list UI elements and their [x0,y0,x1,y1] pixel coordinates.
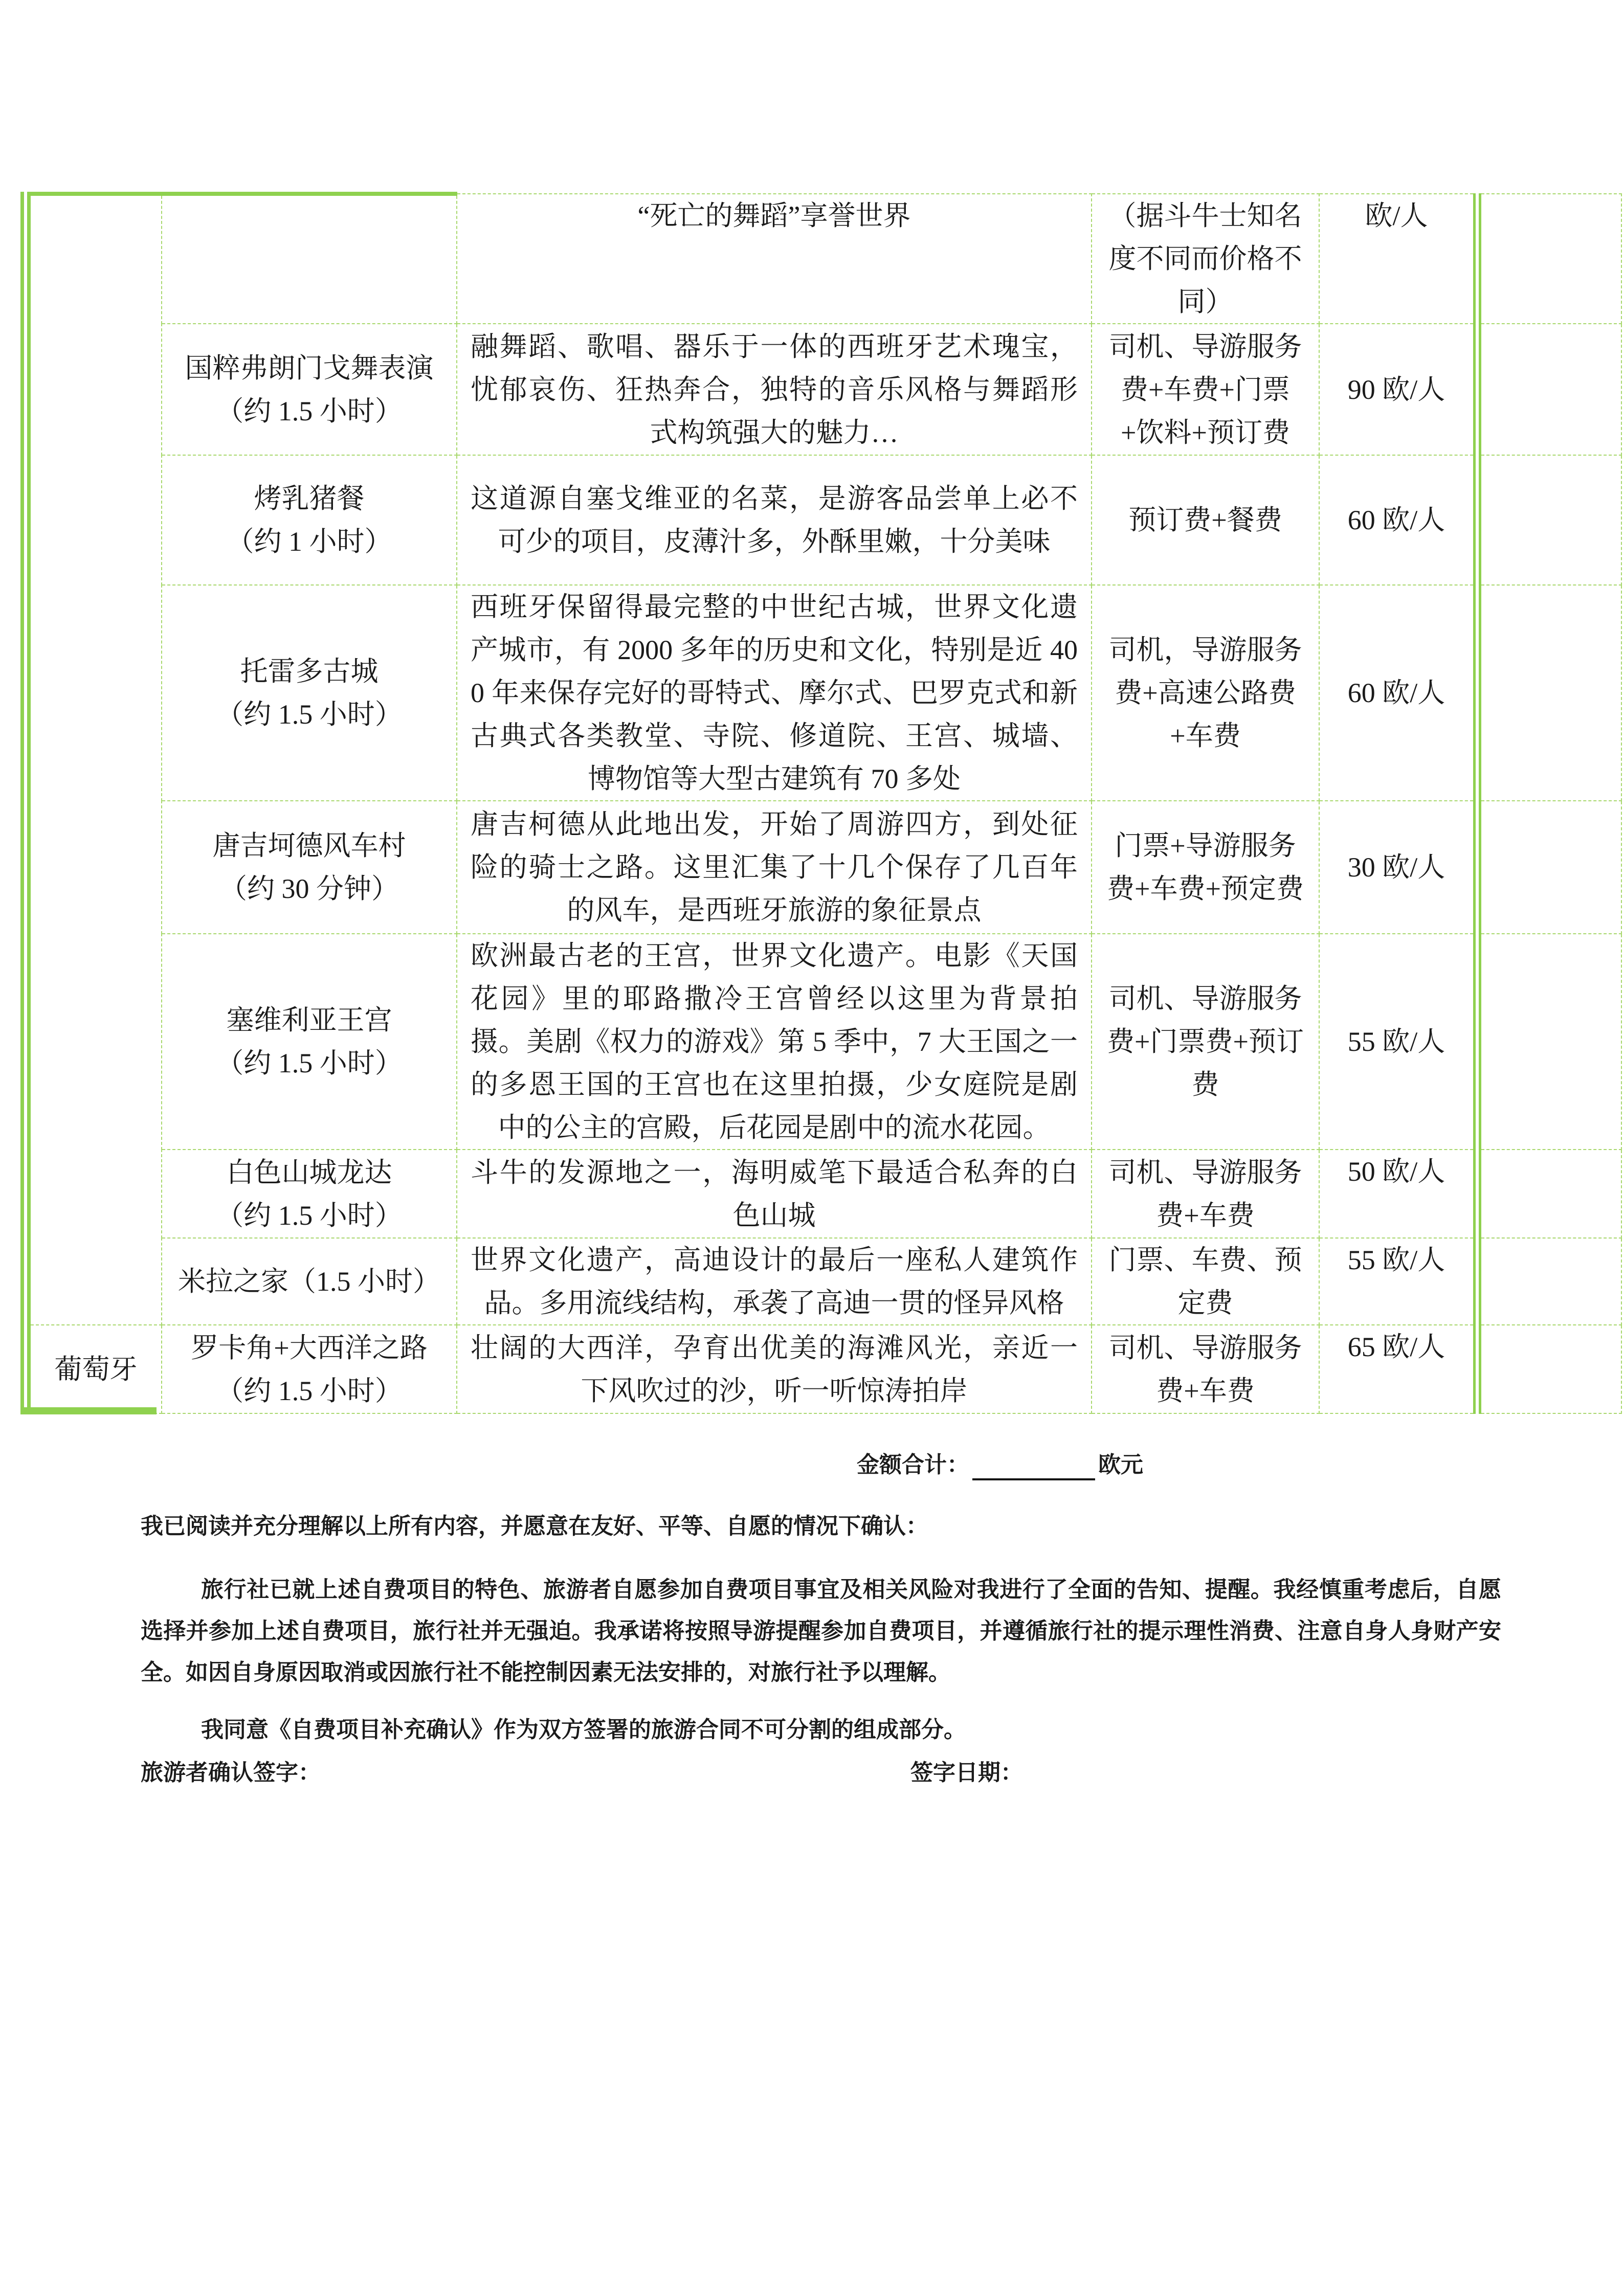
table-row [26,934,1621,1150]
total-unit: 欧元 [1098,1452,1143,1478]
fee-includes-cell [1092,1150,1319,1238]
notes-cell[interactable] [1477,455,1621,585]
table-row [26,324,1621,455]
fee-includes: 门票+导游服务费+车费+预定费 [1107,830,1304,904]
item-name: 塞维利亚王宫 [226,1005,392,1036]
item-name: 托雷多古城 [240,656,379,687]
item-duration: （约 1.5 小时） [216,395,403,426]
fee-includes-cell [1092,1238,1319,1325]
item-cell [162,1238,457,1325]
description-cell [457,194,1092,324]
item-price: 55 欧/人 [1347,1245,1445,1275]
confirm-paragraph: 旅行社已就上述自费项目的特色、旅游者自愿参加自费项目事宜及相关风险对我进行了全面的告知、提醒。我经慎重考虑后，自愿选择并参加上述自费项目，旅行社并无强迫。我承诺将按照导游提醒参加自费项目，并遵循旅行社的提示理性消费、注意自身人身财产安全。如因自身原因取消或因旅行社不能控制因素无法安排的，对旅行社予以理解。 [141,1577,1501,1685]
item-duration: （约 1.5 小时） [216,1200,403,1231]
fee-includes: 司机、导游服务费+车费+门票+饮料+预订费 [1108,331,1302,448]
item-price: 欧/人 [1365,200,1428,231]
notes-cell[interactable] [1477,324,1621,455]
table-row [26,455,1621,585]
item-cell [162,934,457,1150]
item-description: 世界文化遗产，高迪设计的最后一座私人建筑作品。多用流线结构，承袭了高迪一贯的怪异风格 [471,1245,1078,1318]
price-cell [1319,455,1477,585]
table-row [26,1150,1621,1238]
price-cell [1319,324,1477,455]
notes-cell[interactable] [1477,1325,1621,1413]
notes-cell[interactable] [1477,1238,1621,1325]
country-cell [26,1325,162,1413]
item-name: 烤乳猪餐 [254,483,365,514]
signature-label: 旅游者确认签字： [141,1760,321,1786]
notes-cell[interactable] [1477,1150,1621,1238]
fee-includes: （据斗牛士知名度不同而价格不同） [1108,200,1302,317]
table-row [26,585,1621,801]
item-description: 壮阔的大西洋，孕育出优美的海滩风光，亲近一下风吹过的沙，听一听惊涛拍岸 [471,1332,1078,1406]
fee-includes: 司机、导游服务费+车费 [1108,1157,1302,1231]
notes-cell[interactable] [1477,934,1621,1150]
total-amount-field[interactable] [972,1455,1095,1480]
description-cell [457,934,1092,1150]
description-cell [457,324,1092,455]
fee-includes: 司机、导游服务费+门票费+预订费 [1107,983,1304,1100]
country-cell [26,194,162,1325]
price-cell [1319,801,1477,934]
item-description: 斗牛的发源地之一，海明威笔下最适合私奔的白色山城 [471,1157,1078,1231]
table-row [26,801,1621,934]
item-description: 西班牙保留得最完整的中世纪古城，世界文化遗产城市，有 2000 多年的历史和文化，特别是近 400 年来保存完好的哥特式、摩尔式、巴罗克式和新古典式各类教堂、寺院、修道院、王宫、城墙、博物馆等大型古建筑有 70 多处 [471,592,1078,794]
price-cell [1319,585,1477,801]
fee-includes: 司机、导游服务费+车费 [1108,1332,1302,1406]
item-price: 65 欧/人 [1347,1332,1445,1362]
item-price: 55 欧/人 [1347,1026,1445,1057]
description-cell [457,801,1092,934]
table-row [26,194,1621,324]
fee-includes-cell [1092,194,1319,324]
item-price: 50 欧/人 [1347,1156,1445,1187]
item-cell [162,194,457,324]
fee-includes-cell [1092,324,1319,455]
total-amount [857,1450,1143,1480]
item-price: 90 欧/人 [1347,374,1445,405]
item-cell [162,1150,457,1238]
table-row [26,1238,1621,1325]
description-cell [457,455,1092,585]
item-description: “死亡的舞蹈”享誉世界 [637,200,911,231]
price-cell [1319,1238,1477,1325]
price-cell [1319,1150,1477,1238]
notes-cell[interactable] [1477,194,1621,324]
item-price: 30 欧/人 [1347,852,1445,883]
fee-includes-cell [1092,585,1319,801]
item-duration: （约 1.5 小时） [216,699,403,730]
optional-tours-table [20,192,1622,1414]
item-cell [162,801,457,934]
agree-paragraph: 我同意《自费项目补充确认》作为双方签署的旅游合同不可分割的组成部分。 [201,1717,966,1743]
fee-includes-cell [1092,801,1319,934]
item-cell [162,585,457,801]
item-description: 这道源自塞戈维亚的名菜，是游客品尝单上必不可少的项目，皮薄汁多，外酥里嫩，十分美味 [471,483,1078,557]
item-name: 米拉之家 [178,1266,288,1297]
date-label: 签字日期： [910,1760,1023,1786]
item-duration: （1.5 小时） [288,1266,440,1297]
description-cell [457,1150,1092,1238]
item-description: 欧洲最古老的王宫，世界文化遗产。电影《天国花园》里的耶路撒冷王宫曾经以这里为背景拍摄。美剧《权力的游戏》第 5 季中，7 大王国之一的多恩王国的王宫也在这里拍摄，少女庭院是剧中的公主的宫殿，后花园是剧中的流水花园。 [471,940,1078,1143]
table-row [26,1325,1621,1413]
total-label: 金额合计： [857,1452,969,1478]
item-cell [162,1325,457,1413]
description-cell [457,1238,1092,1325]
price-cell [1319,194,1477,324]
price-cell [1319,1325,1477,1413]
item-duration: （约 1.5 小时） [216,1048,403,1078]
item-name: 唐吉坷德风车村 [212,830,406,861]
fee-includes-cell [1092,455,1319,585]
item-price: 60 欧/人 [1347,678,1445,708]
price-cell [1319,934,1477,1150]
item-name: 罗卡角+大西洋之路 [191,1332,428,1363]
item-duration: （约 1.5 小时） [216,1375,403,1406]
item-description: 唐吉柯德从此地出发，开始了周游四方，到处征险的骑士之路。这里汇集了十几个保存了几百年的风车，是西班牙旅游的象征景点 [471,809,1078,926]
country-name: 葡萄牙 [54,1354,138,1385]
description-cell [457,1325,1092,1413]
fee-includes-cell [1092,1325,1319,1413]
fee-includes: 司机，导游服务费+高速公路费+车费 [1108,635,1302,751]
item-name: 白色山城龙达 [226,1157,392,1188]
item-cell [162,455,457,585]
item-duration: （约 1 小时） [226,526,392,557]
confirm-intro: 我已阅读并充分理解以上所有内容，并愿意在友好、平等、自愿的情况下确认： [141,1513,928,1539]
description-cell [457,585,1092,801]
table-border-accent [20,1407,157,1414]
item-cell [162,324,457,455]
fee-includes: 预订费+餐费 [1128,505,1282,535]
item-description: 融舞蹈、歌唱、器乐于一体的西班牙艺术瑰宝，忧郁哀伤、狂热奔合，独特的音乐风格与舞蹈形式构筑强大的魅力… [471,331,1078,448]
fee-includes-cell [1092,934,1319,1150]
notes-cell[interactable] [1477,585,1621,801]
item-name: 国粹弗朗门戈舞表演 [185,352,434,384]
fee-includes: 门票、车费、预定费 [1108,1245,1302,1318]
item-price: 60 欧/人 [1347,505,1445,535]
item-duration: （约 30 分钟） [219,873,399,904]
notes-cell[interactable] [1477,801,1621,934]
